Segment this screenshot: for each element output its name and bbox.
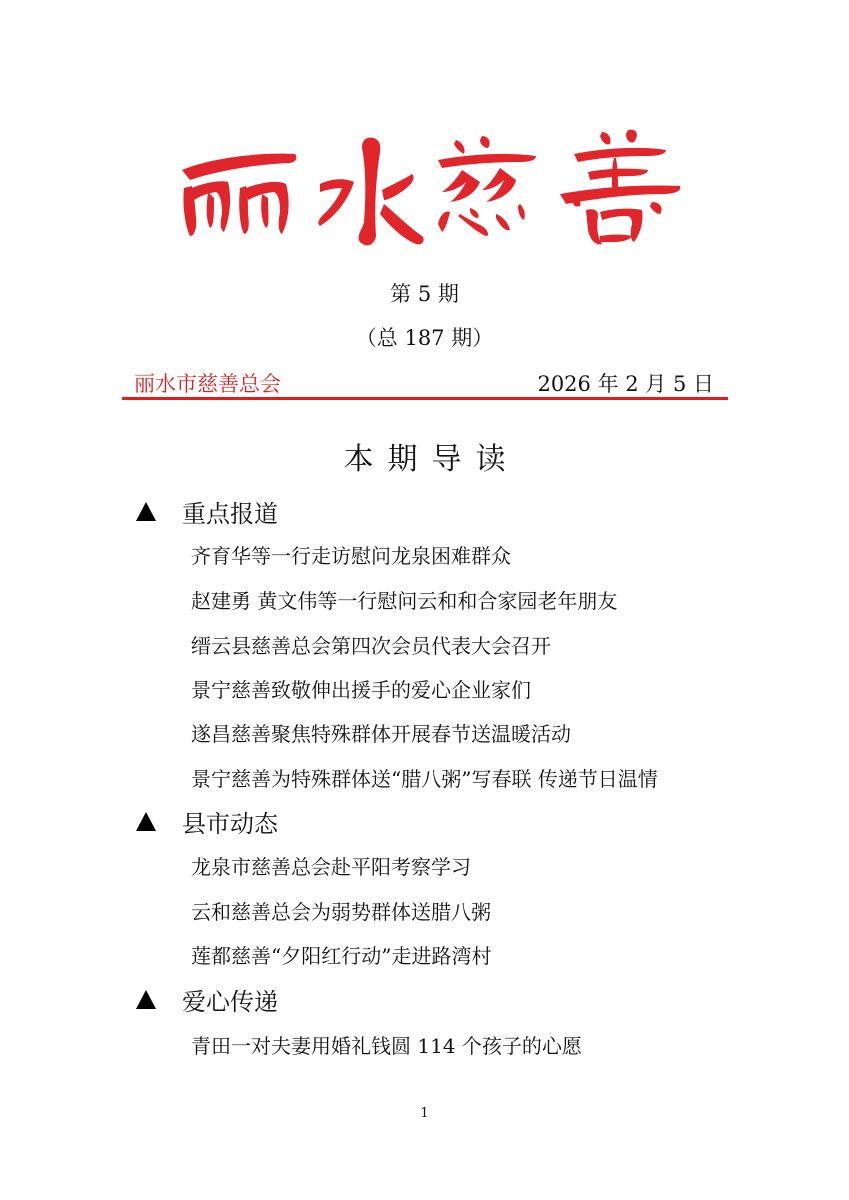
logo-char-shui bbox=[318, 138, 423, 246]
logo-char-li bbox=[182, 154, 296, 236]
issue-number: 第 5 期 bbox=[390, 282, 459, 306]
issue-date: 2026 年 2 月 5 日 bbox=[537, 372, 714, 396]
section-heading-county-news bbox=[136, 807, 278, 839]
section-heading-love-relay bbox=[136, 985, 278, 1017]
issue-total: （总 187 期） bbox=[355, 326, 494, 350]
toc-item[interactable]: 赵建勇 黄文伟等一行慰问云和和合家园老年朋友 bbox=[191, 589, 618, 613]
toc-item[interactable]: 云和慈善总会为弱势群体送腊八粥 bbox=[191, 900, 491, 924]
toc-item[interactable]: 景宁慈善致敬伸出援手的爱心企业家们 bbox=[191, 678, 531, 702]
triangle-icon bbox=[136, 990, 156, 1009]
triangle-icon bbox=[136, 502, 156, 521]
triangle-icon bbox=[136, 812, 156, 831]
header-divider bbox=[122, 397, 728, 400]
logo-char-shan bbox=[560, 130, 680, 245]
section-label: 爱心传递 bbox=[182, 988, 278, 1016]
masthead-calligraphy bbox=[170, 118, 700, 258]
toc-item[interactable]: 景宁慈善为特殊群体送“腊八粥”写春联 传递节日温情 bbox=[191, 767, 658, 791]
logo-char-ci bbox=[438, 136, 536, 236]
toc-title: 本期导读 bbox=[343, 442, 520, 477]
toc-item[interactable]: 遂昌慈善聚焦特殊群体开展春节送温暖活动 bbox=[191, 722, 571, 746]
section-label: 重点报道 bbox=[182, 500, 278, 528]
publisher-line bbox=[122, 364, 728, 396]
toc-item[interactable]: 龙泉市慈善总会赴平阳考察学习 bbox=[191, 855, 471, 879]
section-label: 县市动态 bbox=[182, 810, 278, 838]
toc-item[interactable]: 缙云县慈善总会第四次会员代表大会召开 bbox=[191, 634, 551, 658]
toc-item[interactable]: 青田一对夫妻用婚礼钱圆 114 个孩子的心愿 bbox=[191, 1034, 582, 1058]
page-number: 1 bbox=[420, 1106, 429, 1121]
toc-item[interactable]: 齐育华等一行走访慰问龙泉困难群众 bbox=[191, 544, 511, 568]
publisher-name: 丽水市慈善总会 bbox=[134, 372, 281, 396]
section-heading-key-reports bbox=[136, 497, 278, 529]
masthead-logo bbox=[170, 118, 700, 258]
toc-item[interactable]: 莲都慈善“夕阳红行动”走进路湾村 bbox=[191, 944, 492, 968]
